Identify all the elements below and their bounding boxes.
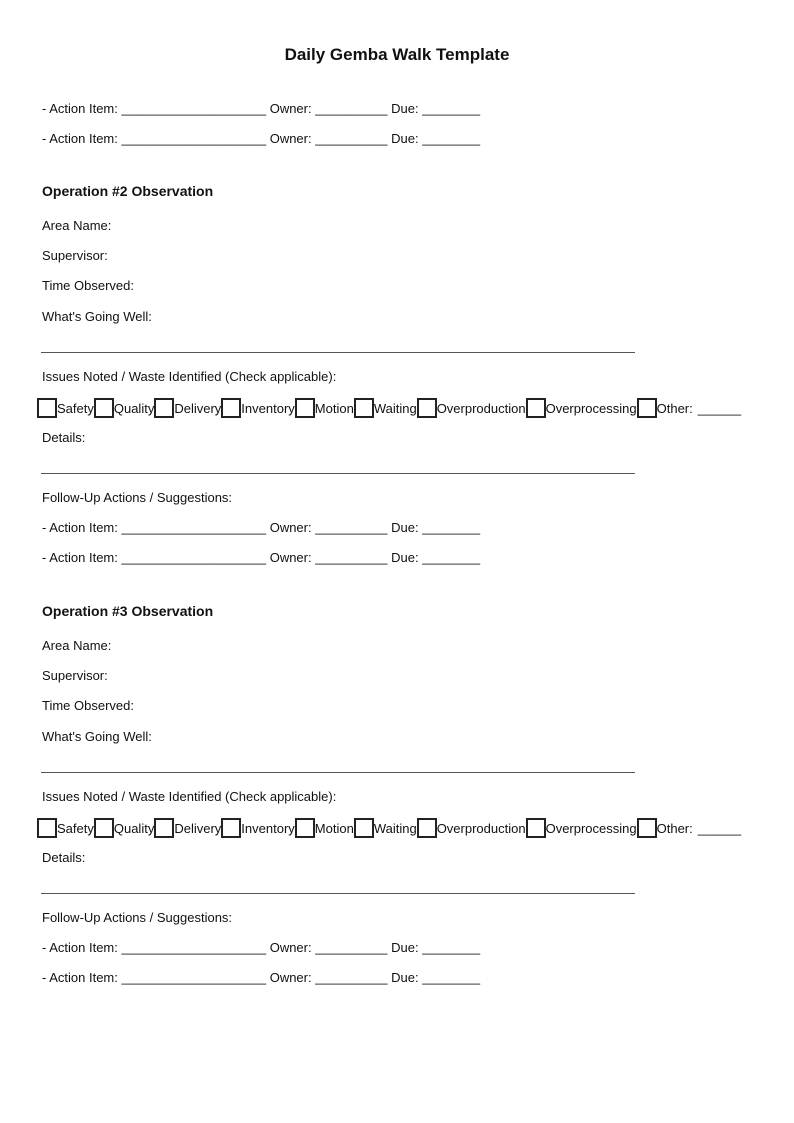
owner-blank-field[interactable]: __________ [315, 520, 388, 535]
label-text: - Action Item: [42, 940, 122, 955]
due-blank-field[interactable]: ________ [422, 970, 481, 985]
going-well-label: What's Going Well: [42, 729, 152, 744]
followup-label: Follow-Up Actions / Suggestions: [42, 910, 233, 925]
due-blank-field[interactable]: ________ [422, 520, 481, 535]
checkbox-label: Inventory [241, 820, 295, 836]
due-label-text: Due: [387, 550, 423, 565]
waste-checkbox-row [37, 398, 741, 418]
due-label-text: Due: [387, 520, 423, 535]
going-well-line[interactable] [41, 772, 635, 773]
checkbox-label: Overproduction [436, 400, 526, 416]
other-field[interactable]: ______ [697, 400, 742, 416]
blank-field[interactable]: ____________________ [121, 101, 267, 116]
owner-label-text: Owner: [266, 550, 316, 565]
owner-blank-field[interactable]: __________ [315, 940, 388, 955]
checkbox-label: Quality [113, 820, 155, 836]
owner-label-text: Owner: [266, 101, 316, 116]
other-field[interactable]: ______ [697, 820, 742, 836]
area-name-label: Area Name: [42, 218, 112, 233]
checkbox-label: Quality [113, 400, 155, 416]
checkbox-label: Waiting [373, 820, 417, 836]
checkbox-label: Overprocessing [545, 400, 637, 416]
section-heading: Operation #2 Observation [42, 183, 214, 199]
checkbox-label: Safety [57, 820, 94, 836]
checkbox-label: Safety [57, 400, 94, 416]
label-text: - Action Item: [42, 101, 122, 116]
due-blank-field[interactable]: ________ [422, 940, 481, 955]
owner-blank-field[interactable]: __________ [315, 131, 388, 146]
blank-field[interactable]: ____________________ [121, 131, 267, 146]
details-label: Details: [42, 850, 86, 865]
details-label: Details: [42, 430, 86, 445]
owner-label-text: Owner: [266, 940, 316, 955]
owner-label-text: Owner: [266, 520, 316, 535]
action-item-row [42, 940, 480, 956]
owner-label-text: Owner: [266, 131, 316, 146]
owner-label-text: Owner: [266, 970, 316, 985]
checkbox-overprocessing[interactable] [526, 398, 546, 418]
action-item-row [42, 970, 480, 986]
due-blank-field[interactable]: ________ [422, 101, 481, 116]
due-blank-field[interactable]: ________ [422, 550, 481, 565]
page-title: Daily Gemba Walk Template [284, 45, 510, 64]
checkbox-other[interactable] [637, 818, 657, 838]
checkbox-overproduction[interactable] [417, 818, 437, 838]
checkbox-label: Motion [314, 820, 354, 836]
going-well-line[interactable] [41, 352, 635, 353]
action-item-row [42, 550, 480, 566]
checkbox-waiting[interactable] [354, 818, 374, 838]
label-text: - Action Item: [42, 520, 122, 535]
checkbox-motion[interactable] [295, 818, 315, 838]
blank-field[interactable]: ____________________ [121, 940, 267, 955]
owner-blank-field[interactable]: __________ [315, 101, 388, 116]
checkbox-overprocessing[interactable] [526, 818, 546, 838]
waste-checkbox-row [37, 818, 741, 838]
blank-field[interactable]: ____________________ [121, 970, 267, 985]
blank-field[interactable]: ____________________ [121, 520, 267, 535]
details-line[interactable] [41, 893, 635, 894]
checkbox-quality[interactable] [94, 818, 114, 838]
supervisor-label: Supervisor: [42, 248, 108, 263]
checkbox-other[interactable] [637, 398, 657, 418]
checkbox-quality[interactable] [94, 398, 114, 418]
checkbox-inventory[interactable] [221, 398, 241, 418]
checkbox-waiting[interactable] [354, 398, 374, 418]
issues-label: Issues Noted / Waste Identified (Check applicable): [42, 789, 337, 804]
checkbox-label: Delivery [174, 400, 222, 416]
area-name-label: Area Name: [42, 638, 112, 653]
checkbox-label: Overproduction [436, 820, 526, 836]
checkbox-motion[interactable] [295, 398, 315, 418]
checkbox-label: Other: [656, 400, 693, 416]
label-text: - Action Item: [42, 970, 122, 985]
checkbox-overproduction[interactable] [417, 398, 437, 418]
action-item-row [42, 131, 480, 147]
action-item-row [42, 520, 480, 536]
checkbox-delivery[interactable] [154, 398, 174, 418]
checkbox-label: Waiting [373, 400, 417, 416]
checkbox-safety[interactable] [37, 398, 57, 418]
label-text: - Action Item: [42, 131, 122, 146]
followup-label: Follow-Up Actions / Suggestions: [42, 490, 233, 505]
due-blank-field[interactable]: ________ [422, 131, 481, 146]
owner-blank-field[interactable]: __________ [315, 550, 388, 565]
checkbox-label: Other: [656, 820, 693, 836]
due-label-text: Due: [387, 101, 423, 116]
label-text: - Action Item: [42, 550, 122, 565]
supervisor-label: Supervisor: [42, 668, 108, 683]
time-observed-label: Time Observed: [42, 278, 134, 293]
due-label-text: Due: [387, 970, 423, 985]
time-observed-label: Time Observed: [42, 698, 134, 713]
details-line[interactable] [41, 473, 635, 474]
checkbox-safety[interactable] [37, 818, 57, 838]
checkbox-label: Overprocessing [545, 820, 637, 836]
section-heading: Operation #3 Observation [42, 603, 214, 619]
issues-label: Issues Noted / Waste Identified (Check applicable): [42, 369, 337, 384]
checkbox-delivery[interactable] [154, 818, 174, 838]
checkbox-label: Inventory [241, 400, 295, 416]
checkbox-label: Motion [314, 400, 354, 416]
checkbox-inventory[interactable] [221, 818, 241, 838]
checkbox-label: Delivery [174, 820, 222, 836]
action-item-row [42, 101, 480, 117]
blank-field[interactable]: ____________________ [121, 550, 267, 565]
due-label-text: Due: [387, 131, 423, 146]
due-label-text: Due: [387, 940, 423, 955]
going-well-label: What's Going Well: [42, 309, 152, 324]
owner-blank-field[interactable]: __________ [315, 970, 388, 985]
